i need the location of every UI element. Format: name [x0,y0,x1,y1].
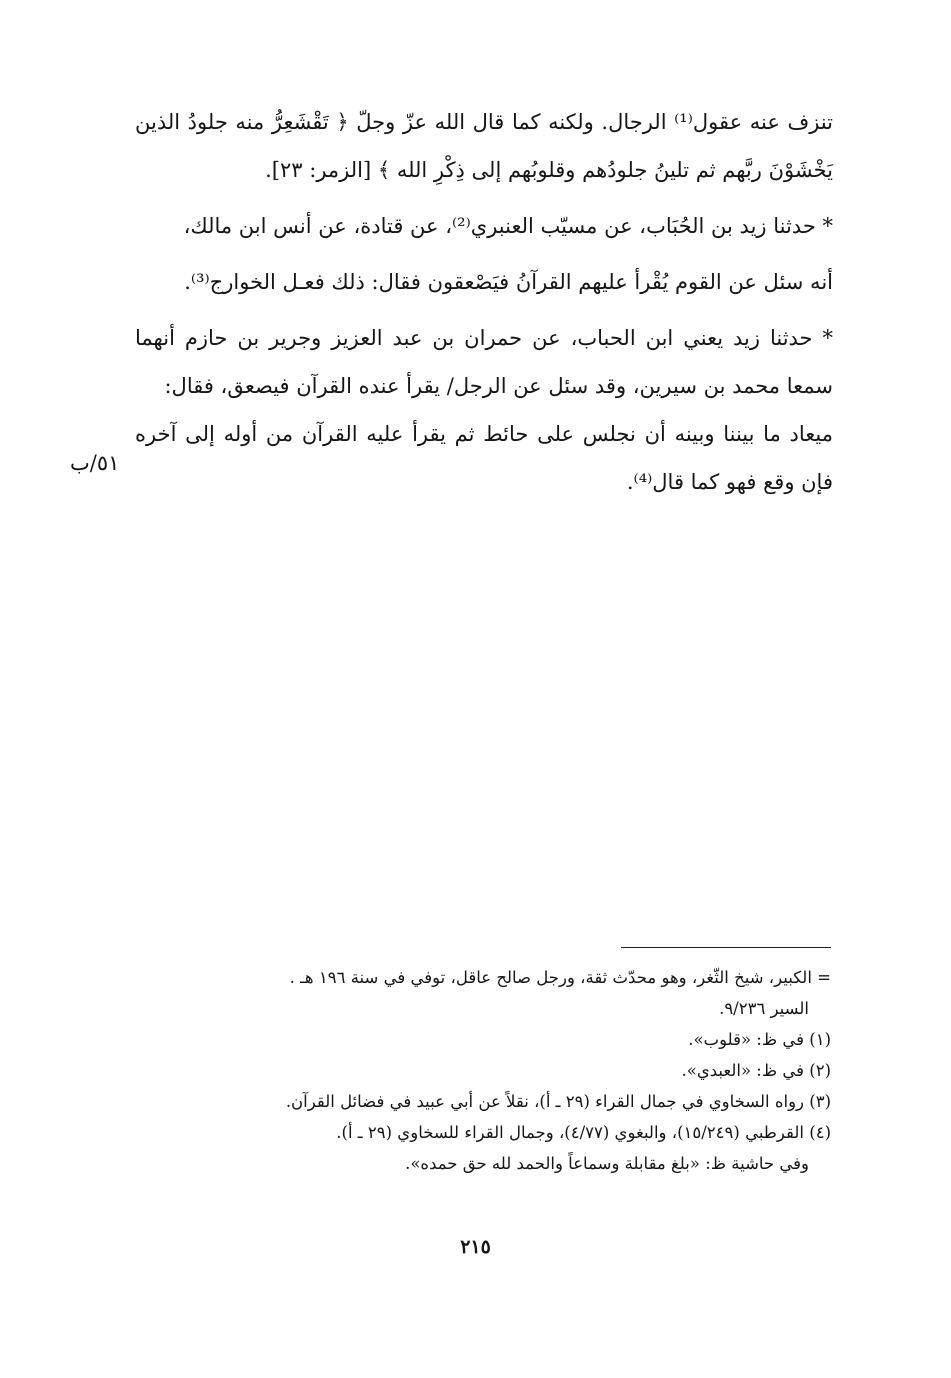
manuscript-folio-marker: ٥١/ب [70,451,120,475]
footnote-separator [621,947,831,948]
footnote-4-note: وفي حاشية ظ: «بلغ مقابلة وسماعاً والحمد لله حق حمده». [405,1154,809,1173]
footnote-1: (١) في ظ: «قلوب». [688,1030,831,1049]
footnote-4: (٤) القرطبي (١٥/٢٤٩)، والبغوي (٤/٧٧)، وجمال القراء للسخاوي (٢٩ ـ أ). [336,1123,831,1142]
paragraph-2: * حدثنا زيد بن الحُبَاب، عن مسيّب العنبري⁽²⁾، عن قتادة، عن أنس ابن مالك، [183,214,833,238]
main-text-block [135,98,833,506]
paragraph-1: تنزف عنه عقول⁽¹⁾ الرجال. ولكنه كما قال الله عزّ وجلّ ﴿ تَقْشَعِرُّ منه جلودُ الذين يَخْشَوْنَ ربَّهم ثم تلينُ جلودُهم وقلوبُهم إلى ذِكْرِ الله ﴾ [الزمر: ٢٣]. [135,110,833,182]
footnote-2: (٢) في ظ: «العبدي». [681,1061,831,1080]
paragraph-4: * حدثنا زيد يعني ابن الحباب، عن حمران بن عبد العزيز وجرير بن حازم أنهما سمعا محمد بن سيرين، وقد سئل عن الرجل/ يقرأ عنده القرآن فيصعق، فقال: [135,326,833,398]
page-number: ٢١٥ [460,1236,491,1258]
footnotes-block [131,962,831,1179]
footnote-3: (٣) رواه السخاوي في جمال القراء (٢٩ ـ أ)، نقلاً عن أبي عبيد في فضائل القرآن. [285,1092,831,1111]
paragraph-3: أنه سئل عن القوم يُقْرأ عليهم القرآنُ فيَصْعقون فقال: ذلك فعـل الخوارج⁽³⁾. [184,270,833,294]
paragraph-5: ميعاد ما بيننا وبينه أن نجلس على حائط ثم يقرأ عليه القرآن من أوله إلى آخره فإن وقع فهو كما قال⁽⁴⁾. [135,422,833,494]
footnote-continued-ref: السير ٩/٢٣٦. [719,999,809,1018]
footnote-continued: = الكبير، شيخ الثّغر، وهو محدّث ثقة، ورجل صالح عاقل، توفي في سنة ١٩٦ هـ . [289,968,831,987]
